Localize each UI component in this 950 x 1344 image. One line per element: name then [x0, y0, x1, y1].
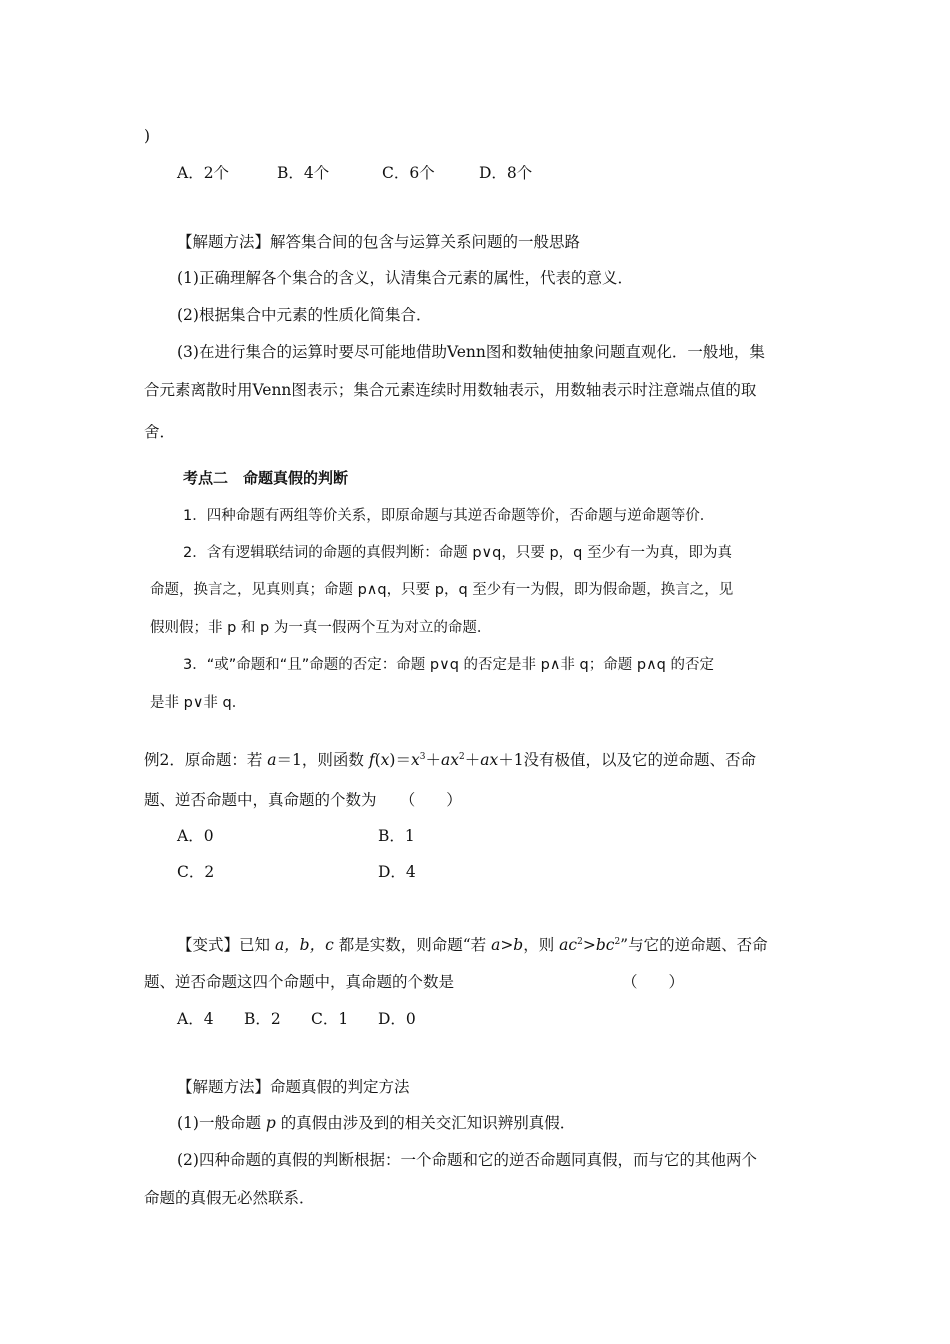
section-heading: 考点二 命题真假的判断 [183, 469, 349, 487]
method-point-1: (1)正确理解各个集合的含义，认清集合元素的属性，代表的意义． [177, 269, 633, 287]
var-ax: ax [480, 751, 499, 769]
text: 例2．原命题：若 [144, 751, 268, 769]
example-2-line-2: 题、逆否命题中，真命题的个数为 （ ） [144, 791, 462, 809]
var-f: f [368, 751, 375, 769]
exponent: 3 [419, 752, 426, 762]
closing-paren: ) [144, 127, 151, 145]
var-x: x [410, 751, 420, 769]
variant-line-1 [177, 932, 768, 955]
option-c: C．1 [311, 1010, 349, 1028]
var-bc: bc [595, 936, 615, 954]
text: ”与它的逆命题、否命 [620, 936, 768, 954]
method-point-3-line-1: (3)在进行集合的运算时要尽可能地借助Venn图和数轴使抽象问题直观化．一般地，集 [177, 343, 765, 361]
method-point-3-line-3: 舍． [144, 423, 176, 441]
text: 都是实数，则命题“若 [333, 936, 492, 954]
expr-a-gt-b: a>b [491, 936, 524, 954]
method-point-1 [177, 1113, 575, 1133]
method-point-3-line-2: 合元素离散时用Venn图表示；集合元素连续时用数轴表示，用数轴表示时注意端点值的取 [144, 381, 757, 399]
example-2-line-1 [144, 747, 756, 770]
text: ＋1没有极值，以及它的逆命题、否命 [498, 751, 757, 769]
kp-item-1: 1．四种命题有两组等价关系，即原命题与其逆否命题等价，否命题与逆命题等价． [183, 508, 715, 524]
option-a: A．2个 [177, 164, 230, 182]
option-d: D．4 [378, 863, 416, 881]
variant-line-2: 题、逆否命题这四个命题中，真命题的个数是 [144, 973, 455, 991]
text: ，则 [523, 936, 560, 954]
text: ＝1，则函数 [276, 751, 369, 769]
method-point-2-line-1: (2)四种命题的真假的判断根据：一个命题和它的逆否命题同真假，而与它的其他两个 [177, 1151, 757, 1169]
option-a: A．4 [177, 1010, 214, 1028]
text: 【变式】已知 [177, 936, 275, 954]
option-d: D．8个 [479, 164, 533, 182]
kp-item-3-line-2: 是非 p∨非 q． [150, 695, 247, 711]
text: > [582, 936, 596, 954]
var-x: x [380, 751, 390, 769]
kp-item-2-line-2: 命题，换言之，见真则真；命题 p∧q，只要 p，q 至少有一为假，即为假命题，换言之，见 [150, 582, 734, 598]
text: (1)一般命题 [177, 1114, 266, 1132]
answer-paren: （ ） [622, 973, 685, 991]
exponent: 2 [458, 752, 465, 762]
method-point-2-line-2: 命题的真假无必然联系． [144, 1189, 315, 1207]
option-b: B．2 [244, 1010, 281, 1028]
var-a: a [267, 751, 277, 769]
vars-abc: a，b，c [274, 936, 334, 954]
text: ＋ [464, 751, 481, 769]
kp-item-2-line-1: 2．含有逻辑联结词的命题的真假判断：命题 p∨q，只要 p，q 至少有一为真，即为真 [183, 545, 732, 561]
exponent: 2 [614, 937, 621, 947]
method-title: 【解题方法】命题真假的判定方法 [177, 1078, 410, 1096]
option-a: A．0 [177, 827, 214, 845]
kp-item-2-line-3: 假则假；非 p 和 p 为一真一假两个互为对立的命题． [150, 620, 492, 636]
kp-item-3-line-1: 3．“或”命题和“且”命题的否定：命题 p∨q 的否定是非 p∧非 q；命题 p∧q 的否定 [183, 657, 714, 673]
var-p: p [265, 1114, 276, 1132]
option-c: C．2 [177, 863, 215, 881]
text: )＝ [389, 751, 411, 769]
text: ＋ [425, 751, 441, 769]
option-b: B．4个 [277, 164, 330, 182]
text: 的真假由涉及到的相关交汇知识辨别真假． [275, 1114, 576, 1132]
var-ac: ac [559, 936, 578, 954]
option-b: B．1 [378, 827, 415, 845]
text: ( [374, 751, 381, 769]
option-c: C．6个 [382, 164, 435, 182]
method-point-2: (2)根据集合中元素的性质化简集合． [177, 306, 432, 324]
option-d: D．0 [378, 1010, 416, 1028]
exponent: 2 [577, 937, 583, 947]
var-ax: ax [440, 751, 459, 769]
method-title: 【解题方法】解答集合间的包含与运算关系问题的一般思路 [177, 233, 581, 251]
